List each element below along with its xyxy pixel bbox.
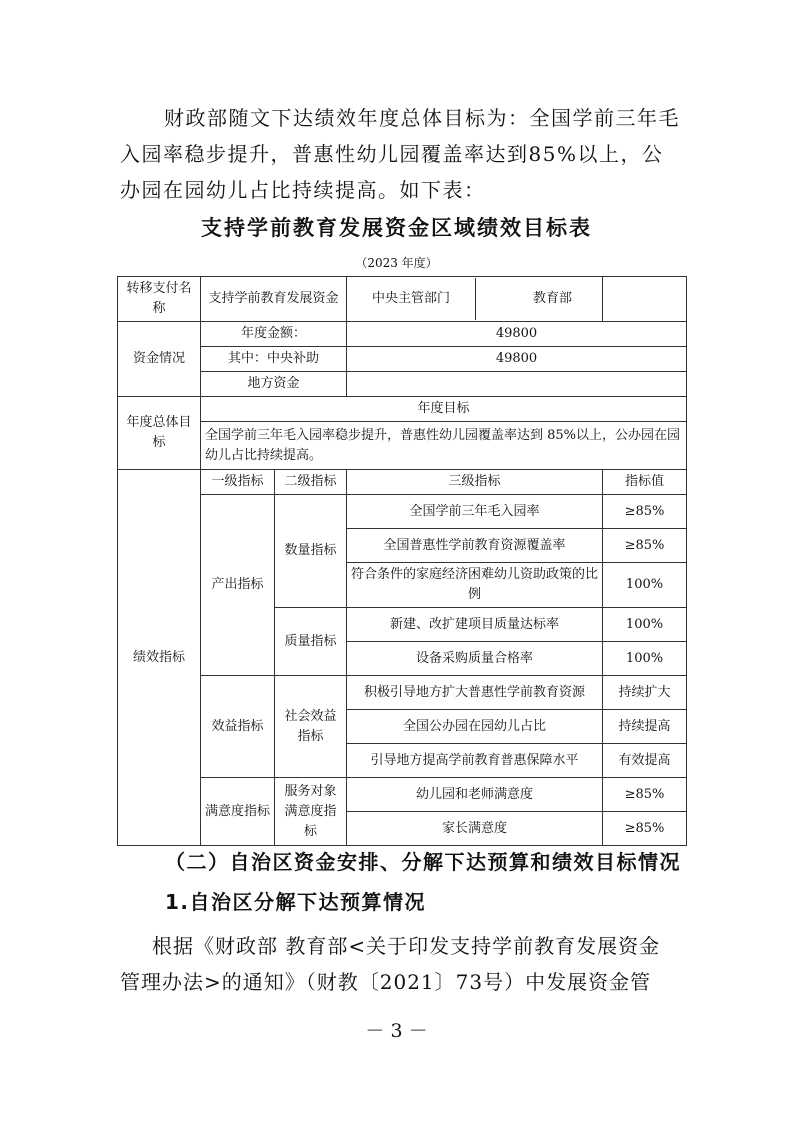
subsection-heading: 1.自治区分解下达预算情况 bbox=[165, 890, 427, 914]
central-subsidy-value: 49800 bbox=[347, 347, 687, 372]
table-row bbox=[118, 778, 687, 812]
overall-goal-label: 年度总体目标 bbox=[118, 397, 201, 470]
page-number: － 3 － bbox=[365, 1020, 428, 1042]
indicator: 幼儿园和老师满意度 bbox=[347, 778, 603, 812]
indicator: 引导地方提高学前教育普惠保障水平 bbox=[347, 744, 603, 778]
table-row bbox=[118, 495, 687, 529]
annual-goal-header: 年度目标 bbox=[201, 397, 687, 422]
table-row bbox=[118, 277, 687, 322]
section-heading: （二）自治区资金安排、分解下达预算和绩效目标情况 bbox=[165, 850, 681, 874]
indicator-value: 100% bbox=[603, 608, 687, 642]
table-row bbox=[118, 347, 687, 372]
indicator-value: ≥85% bbox=[603, 495, 687, 529]
output-label: 产出指标 bbox=[201, 495, 275, 676]
indicator: 设备采购质量合格率 bbox=[347, 642, 603, 676]
annual-amount-value: 49800 bbox=[347, 322, 687, 347]
indicator: 全国学前三年毛入园率 bbox=[347, 495, 603, 529]
col-level1: 一级指标 bbox=[201, 470, 275, 495]
indicator-value: 持续提高 bbox=[603, 710, 687, 744]
indicator-value: ≥85% bbox=[603, 812, 687, 846]
performance-target-table bbox=[117, 276, 687, 846]
social-benefit-label: 社会效益指标 bbox=[275, 676, 347, 778]
perf-label: 绩效指标 bbox=[118, 470, 201, 846]
indicator-value: ≥85% bbox=[603, 529, 687, 563]
indicator-value: 100% bbox=[603, 563, 687, 608]
table-row bbox=[118, 372, 687, 397]
indicator: 积极引导地方扩大普惠性学前教育资源 bbox=[347, 676, 603, 710]
satisfaction-label: 满意度指标 bbox=[201, 778, 275, 846]
indicator: 全国普惠性学前教育资源覆盖率 bbox=[347, 529, 603, 563]
table-row bbox=[118, 397, 687, 422]
table-title: 支持学前教育发展资金区域绩效目标表 bbox=[201, 216, 592, 240]
funds-label: 资金情况 bbox=[118, 322, 201, 397]
table-row bbox=[118, 676, 687, 710]
dept-value: 教育部 bbox=[533, 277, 617, 322]
table-subtitle: （2023 年度） bbox=[355, 256, 438, 270]
quality-label: 质量指标 bbox=[275, 608, 347, 676]
indicator: 全国公办园在园幼儿占比 bbox=[347, 710, 603, 744]
service-satisfaction-label: 服务对象满意度指标 bbox=[275, 778, 347, 846]
transfer-label: 转移支付名称 bbox=[118, 277, 201, 322]
transfer-value: 支持学前教育发展资金 bbox=[201, 277, 347, 322]
body-paragraph: 根据《财政部 教育部<关于印发支持学前教育发展资金管理办法>的通知》（财教〔2021〕73号）中发展资金管 bbox=[120, 934, 661, 994]
dept-label: 中央主管部门 bbox=[347, 278, 476, 320]
indicator-value: 有效提高 bbox=[603, 744, 687, 778]
annual-goal-text: 全国学前三年毛入园率稳步提升，普惠性幼儿园覆盖率达到 85%以上，公办园在园幼儿占比持续提高。 bbox=[201, 422, 687, 470]
indicator-value: 持续扩大 bbox=[603, 676, 687, 710]
indicator: 符合条件的家庭经济困难幼儿资助政策的比例 bbox=[347, 563, 603, 608]
quantity-label: 数量指标 bbox=[275, 495, 347, 608]
col-level2: 二级指标 bbox=[275, 470, 347, 495]
central-subsidy-label: 其中：中央补助 bbox=[201, 347, 347, 372]
indicator: 新建、改扩建项目质量达标率 bbox=[347, 608, 603, 642]
annual-amount-label: 年度金额： bbox=[201, 322, 347, 347]
table-row bbox=[118, 322, 687, 347]
col-value: 指标值 bbox=[603, 470, 687, 495]
benefit-label: 效益指标 bbox=[201, 676, 275, 778]
local-funds-value bbox=[347, 372, 687, 397]
table-row bbox=[118, 422, 687, 470]
col-level3: 三级指标 bbox=[347, 470, 603, 495]
local-funds-label: 地方资金 bbox=[201, 372, 347, 397]
indicator: 家长满意度 bbox=[347, 812, 603, 846]
indicator-value: ≥85% bbox=[603, 778, 687, 812]
table-row bbox=[118, 470, 687, 495]
intro-paragraph: 财政部随文下达绩效年度总体目标为：全国学前三年毛入园率稳步提升，普惠性幼儿园覆盖率达到85%以上，公办园在园幼儿占比持续提高。如下表： bbox=[120, 106, 680, 202]
indicator-value: 100% bbox=[603, 642, 687, 676]
